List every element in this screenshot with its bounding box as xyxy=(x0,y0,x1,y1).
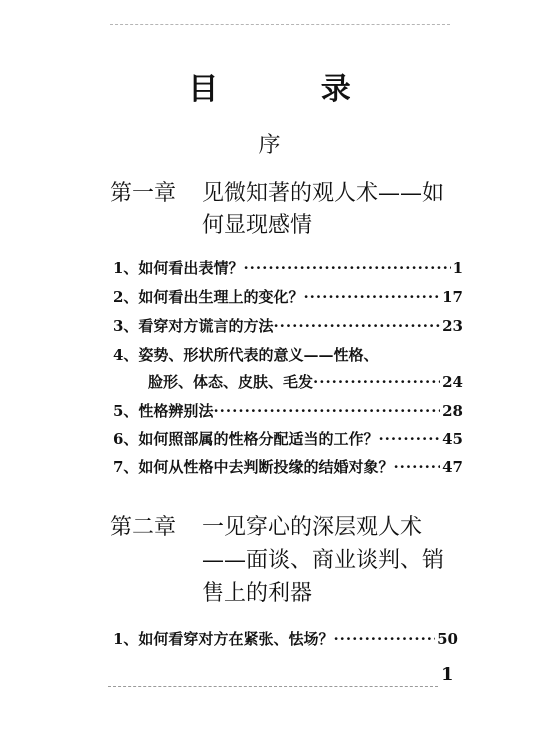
chapter-2-title-line-1: 一见穿心的深层观人术 xyxy=(202,515,423,540)
top-rule xyxy=(110,24,450,25)
page-number: 1 xyxy=(441,664,454,685)
leader-dots xyxy=(393,458,440,476)
preface-heading: 序 xyxy=(258,133,281,158)
chapter-1-title-line-2: 何显现感情 xyxy=(202,213,313,238)
toc-entry-continuation[interactable] xyxy=(148,371,463,392)
toc-entry-page: 47 xyxy=(442,458,463,476)
toc-entry-label: 2、如何看出生理上的变化？ xyxy=(113,288,304,306)
toc-entry-page: 24 xyxy=(442,373,463,391)
toc-entry-label: 1、如何看出表情？ xyxy=(113,259,244,277)
chapter-1-title-line-1: 见微知著的观人术——如 xyxy=(202,181,445,206)
leader-dots xyxy=(333,630,435,648)
toc-entry-label: 5、性格辨别法 xyxy=(113,402,214,420)
toc-entry[interactable] xyxy=(113,344,378,365)
toc-entry[interactable] xyxy=(113,456,463,477)
toc-entry-page: 23 xyxy=(442,317,463,335)
chapter-2-title-line-2: ——面谈、商业谈判、销 xyxy=(202,548,445,573)
toc-entry[interactable] xyxy=(113,315,463,336)
leader-dots xyxy=(313,373,440,391)
leader-dots xyxy=(213,402,440,420)
toc-entry-label: 4、姿势、形状所代表的意义——性格、 xyxy=(113,346,379,364)
bottom-rule xyxy=(108,686,438,687)
toc-entry[interactable] xyxy=(113,286,463,307)
chapter-2-title-line-3: 售上的利器 xyxy=(202,581,313,606)
toc-entry-page: 17 xyxy=(442,288,463,306)
chapter-2-number: 第二章 xyxy=(110,515,177,540)
toc-entry-page: 1 xyxy=(452,259,463,277)
leader-dots xyxy=(273,317,440,335)
leader-dots xyxy=(243,259,450,277)
toc-entry[interactable] xyxy=(113,257,463,278)
toc-entry-page: 50 xyxy=(437,630,458,648)
toc-entry-label: 7、如何从性格中去判断投缘的结婚对象？ xyxy=(113,458,394,476)
toc-entry-label: 6、如何照部属的性格分配适当的工作？ xyxy=(113,430,379,448)
chapter-1-number: 第一章 xyxy=(110,181,177,206)
leader-dots xyxy=(378,430,440,448)
page-title: 目 录 xyxy=(188,72,397,107)
toc-entry[interactable] xyxy=(113,400,463,421)
toc-entry-page: 45 xyxy=(442,430,463,448)
leader-dots xyxy=(303,288,440,306)
toc-entry-page: 28 xyxy=(442,402,463,420)
toc-entry-label: 3、看穿对方谎言的方法 xyxy=(113,317,274,335)
toc-entry-label: 1、如何看穿对方在紧张、怯场？ xyxy=(113,630,334,648)
toc-entry-label: 脸形、体态、皮肤、毛发 xyxy=(148,373,314,391)
toc-entry[interactable] xyxy=(113,428,463,449)
toc-entry[interactable] xyxy=(113,628,458,649)
